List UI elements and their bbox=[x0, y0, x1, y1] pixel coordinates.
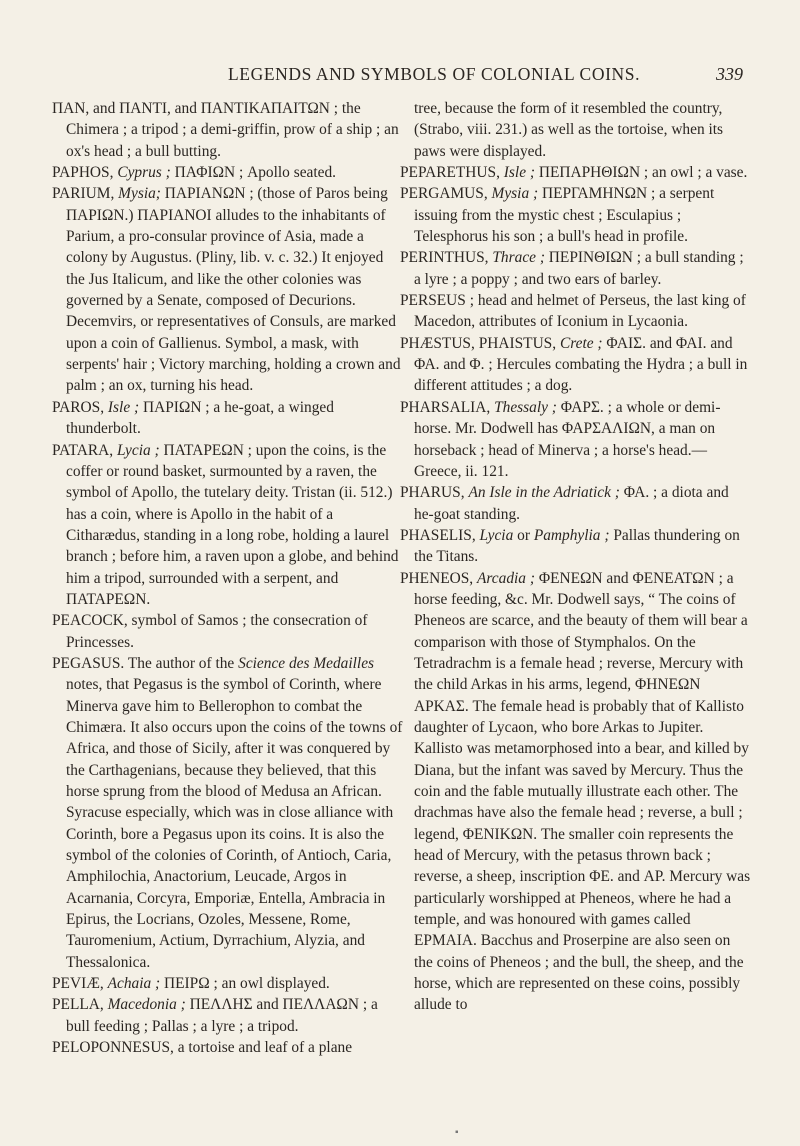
left-column bbox=[52, 98, 403, 1058]
page-number: 339 bbox=[716, 64, 743, 84]
dictionary-entry bbox=[400, 247, 751, 290]
entry-text: ΠΑΦΙΩΝ ; Apollo seated. bbox=[170, 164, 337, 182]
entry-location: Cyprus ; bbox=[117, 164, 171, 182]
entry-text: notes, that Pegasus is the symbol of Corinth, where Minerva gave him to Bellerophon to combat the Chimæra. It also occurs upon the coins of the towns of Africa, and those of Sicily, after it was conquered by the Carthagenians, because they believed, that this horse sprung from the blood of Medusa an African. Syracuse especially, which was in close alliance with Corinth, bore a Pegasus upon its coins. It is also the symbol of the colonies of Corinth, of Antioch, Caria, Amphilochia, Anactorium, Leucade, Argos in Acarnania, Corcyra, Emporiæ, Entella, Ambracia in Epirus, the Locrians, Ozoles, Messene, Rome, Tauromenium, Actium, Dyrrachium, Alyzia, and Thessalonica. bbox=[66, 676, 403, 971]
entry-location: Isle ; bbox=[107, 398, 140, 416]
dictionary-entry bbox=[400, 333, 751, 397]
entry-headword: PHENEOS, bbox=[400, 569, 474, 587]
entry-headword: PARIUM, bbox=[52, 185, 115, 203]
entry-text: ΠΕΠΑΡΗΘΙΩΝ ; an owl ; a vase. bbox=[535, 164, 748, 182]
entry-text: ΠΕΛΛΗΣ and ΠΕΛΛΑΩΝ ; a bull feeding ; Pallas ; a lyre ; a tripod. bbox=[66, 996, 378, 1035]
entry-location: Thessaly ; bbox=[494, 398, 557, 416]
entry-text: symbol of Samos ; the consecration of Princesses. bbox=[66, 612, 368, 651]
entry-text: ΠΑΤΑΡΕΩΝ ; upon the coins, is the coffer or round basket, surmounted by a raven, the symbol of Apollo, the tutelary deity. Tristan (ii. 512.) has a coin, where is Apollo in the habit of a Citharædus, standing in a long robe, holding a laurel branch ; before him, a raven upon a globe, and behind him a tripod, surrounded with a serpent, and ΠΑΤΑΡΕΩΝ. bbox=[66, 441, 399, 608]
entry-location: Mysia; bbox=[118, 185, 161, 203]
entry-location: Achaia ; bbox=[107, 975, 161, 993]
dictionary-entry bbox=[52, 162, 403, 183]
entry-headword: PELOPONNESUS, bbox=[52, 1039, 174, 1057]
entry-text: ΠΕΙΡΩ ; an owl displayed. bbox=[160, 975, 330, 993]
dictionary-entry bbox=[52, 183, 403, 396]
entry-text: a tortoise and leaf of a plane bbox=[173, 1039, 353, 1057]
entry-text: The author of the bbox=[124, 654, 239, 672]
entry-location: Lycia ; bbox=[116, 441, 160, 459]
entry-location: Thrace ; bbox=[492, 249, 545, 267]
dictionary-entry bbox=[52, 98, 403, 162]
dictionary-entry bbox=[52, 994, 403, 1037]
dictionary-entry bbox=[400, 162, 751, 183]
entry-headword: PHARUS, bbox=[400, 484, 465, 502]
entry-headword: PHASELIS, bbox=[400, 526, 476, 544]
entry-text: or bbox=[513, 526, 534, 544]
printer-mark: ▪ bbox=[455, 1127, 459, 1138]
entry-text: ΠΑΡΙΑΝΩΝ ; (those of Paros being ΠΑΡΙΩΝ.) ΠΑΡΙΑΝΟΙ alludes to the inhabitants of Parium, a pro-consular province of Asia, made a colony by Augustus. (Pliny, lib. v. c. 32.) It enjoyed the Jus Italicum, and like the other colonies was governed by a Senate, composed of Decurions. Decemvirs, or representatives of Consuls, are marked upon a coin of Gallienus. Symbol, a mask, with serpents' hair ; Victory marching, holding a crown and palm ; an ox, turning his head. bbox=[66, 185, 401, 395]
dictionary-entry bbox=[52, 1037, 403, 1058]
running-header bbox=[0, 64, 800, 88]
dictionary-entry bbox=[52, 610, 403, 653]
entry-headword: PAROS, bbox=[52, 398, 105, 416]
dictionary-entry bbox=[52, 973, 403, 994]
entry-location: An Isle in the Adriatick ; bbox=[468, 484, 620, 502]
entry-location: Crete ; bbox=[559, 334, 603, 352]
entry-text: ΦΑΙΣ. and ΦΑΙ. and ΦΑ. and Φ. ; Hercules combating the Hydra ; a bull in different attitudes ; a dog. bbox=[414, 334, 748, 395]
entry-text: ΠΕΡΓΑΜΗΝΩΝ ; a serpent issuing from the mystic chest ; Esculapius ; Telesphorus his son ; a bull's head in profile. bbox=[414, 185, 715, 246]
entry-headword: PEGASUS. bbox=[52, 654, 125, 672]
entry-location: Macedonia ; bbox=[107, 996, 186, 1014]
dictionary-entry bbox=[400, 290, 751, 333]
dictionary-entry bbox=[52, 397, 403, 440]
dictionary-entry bbox=[400, 568, 751, 1016]
entry-text: ΦΕΝΕΩΝ and ΦΕΝΕΑΤΩΝ ; a horse feeding, &c. Mr. Dodwell says, “ The coins of Pheneos are scarce, and the beauty of them will bear a comparison with those of Stymphalos. On the Tetradrachm is a female head ; reverse, Mercury with the child Arkas in his arms, legend, ΦΗΝΕΩΝ ΑΡΚΑΣ. The female head is probably that of Kallisto daughter of Lycaon, who bore Arkas to Jupiter. Kallisto was metamorphosed into a bear, and killed by Diana, but the infant was saved by Mercury. Thus the coin and the fable mutually illustrate each other. The drachmas have also the female head ; reverse, a bull ; legend, ΦΕΝΙΚΩΝ. The smaller coin represents the head of Mercury, with the petasus thrown back ; reverse, a sheep, inscription ΦΕ. and ΑΡ. Mercury was particularly worshipped at Pheneos, where he had a temple, and was honoured with games called ΕΡΜΑΙΑ. Bacchus and Proserpine are also seen on the coins of Pheneos ; and the bull, the sheep, and the horse, which are represented on these coins, possibly allude to bbox=[414, 569, 751, 1014]
dictionary-entry bbox=[52, 440, 403, 611]
dictionary-entry bbox=[400, 98, 751, 162]
entry-headword: PERSEUS ; bbox=[400, 292, 474, 310]
right-column bbox=[400, 98, 751, 1016]
entry-headword: PEPARETHUS, bbox=[400, 164, 500, 182]
entry-text: ΠΕΡΙΝΘΙΩΝ ; a bull standing ; a lyre ; a poppy ; and two ears of barley. bbox=[414, 249, 744, 288]
entry-italic-title: Science des Medailles bbox=[238, 654, 375, 672]
dictionary-entry bbox=[400, 183, 751, 247]
entry-text: head and helmet of Perseus, the last king of Macedon, attributes of Iconium in Lycaonia. bbox=[414, 292, 746, 331]
entry-headword: PHÆSTUS, PHAISTUS, bbox=[400, 334, 557, 352]
entry-location: Arcadia ; bbox=[476, 569, 535, 587]
entry-location: Mysia ; bbox=[491, 185, 539, 203]
entry-headword: PERGAMUS, bbox=[400, 185, 488, 203]
entry-text: Pallas thundering on the Titans. bbox=[414, 526, 740, 566]
entry-headword: PELLA, bbox=[52, 996, 104, 1014]
entry-location: Lycia bbox=[479, 526, 514, 544]
entry-headword: PEVIÆ, bbox=[52, 975, 104, 993]
entry-headword: PHARSALIA, bbox=[400, 398, 491, 416]
entry-text: tree, because the form of it resembled the country, (Strabo, viii. 231.) as well as the tortoise, when its paws were displayed. bbox=[414, 100, 724, 160]
dictionary-entry bbox=[400, 397, 751, 482]
entry-location: Isle ; bbox=[503, 164, 535, 182]
header-title: LEGENDS AND SYMBOLS OF COLONIAL COINS. bbox=[228, 64, 641, 84]
entry-text: ΦΑΡΣ. ; a whole or demi-horse. Mr. Dodwell has ΦΑΡΣΑΛΙΩΝ, a man on horseback ; head of Minerva ; a horse's head.— Greece, ii. 121. bbox=[414, 398, 721, 480]
entry-text: ΠΑΡΙΩΝ ; a he-goat, a winged thunderbolt. bbox=[66, 398, 334, 438]
entry-headword: PEACOCK, bbox=[52, 612, 128, 630]
entry-headword: PATARA, bbox=[52, 441, 114, 459]
entry-location: Pamphylia ; bbox=[533, 526, 610, 544]
dictionary-entry bbox=[52, 653, 403, 973]
dictionary-entry bbox=[400, 482, 751, 525]
entry-headword: PAPHOS, bbox=[52, 164, 114, 182]
entry-text: ΠΑΝ, and ΠΑΝΤΙ, and ΠΑΝΤΙΚΑΠΑΙΤΩΝ ; the Chimera ; a tripod ; a demi-griffin, prow of a ship ; an ox's head ; a bull butting. bbox=[52, 100, 399, 160]
entry-headword: PERINTHUS, bbox=[400, 249, 489, 267]
dictionary-entry bbox=[400, 525, 751, 568]
entry-text: ΦΑ. ; a diota and he-goat standing. bbox=[414, 484, 729, 523]
